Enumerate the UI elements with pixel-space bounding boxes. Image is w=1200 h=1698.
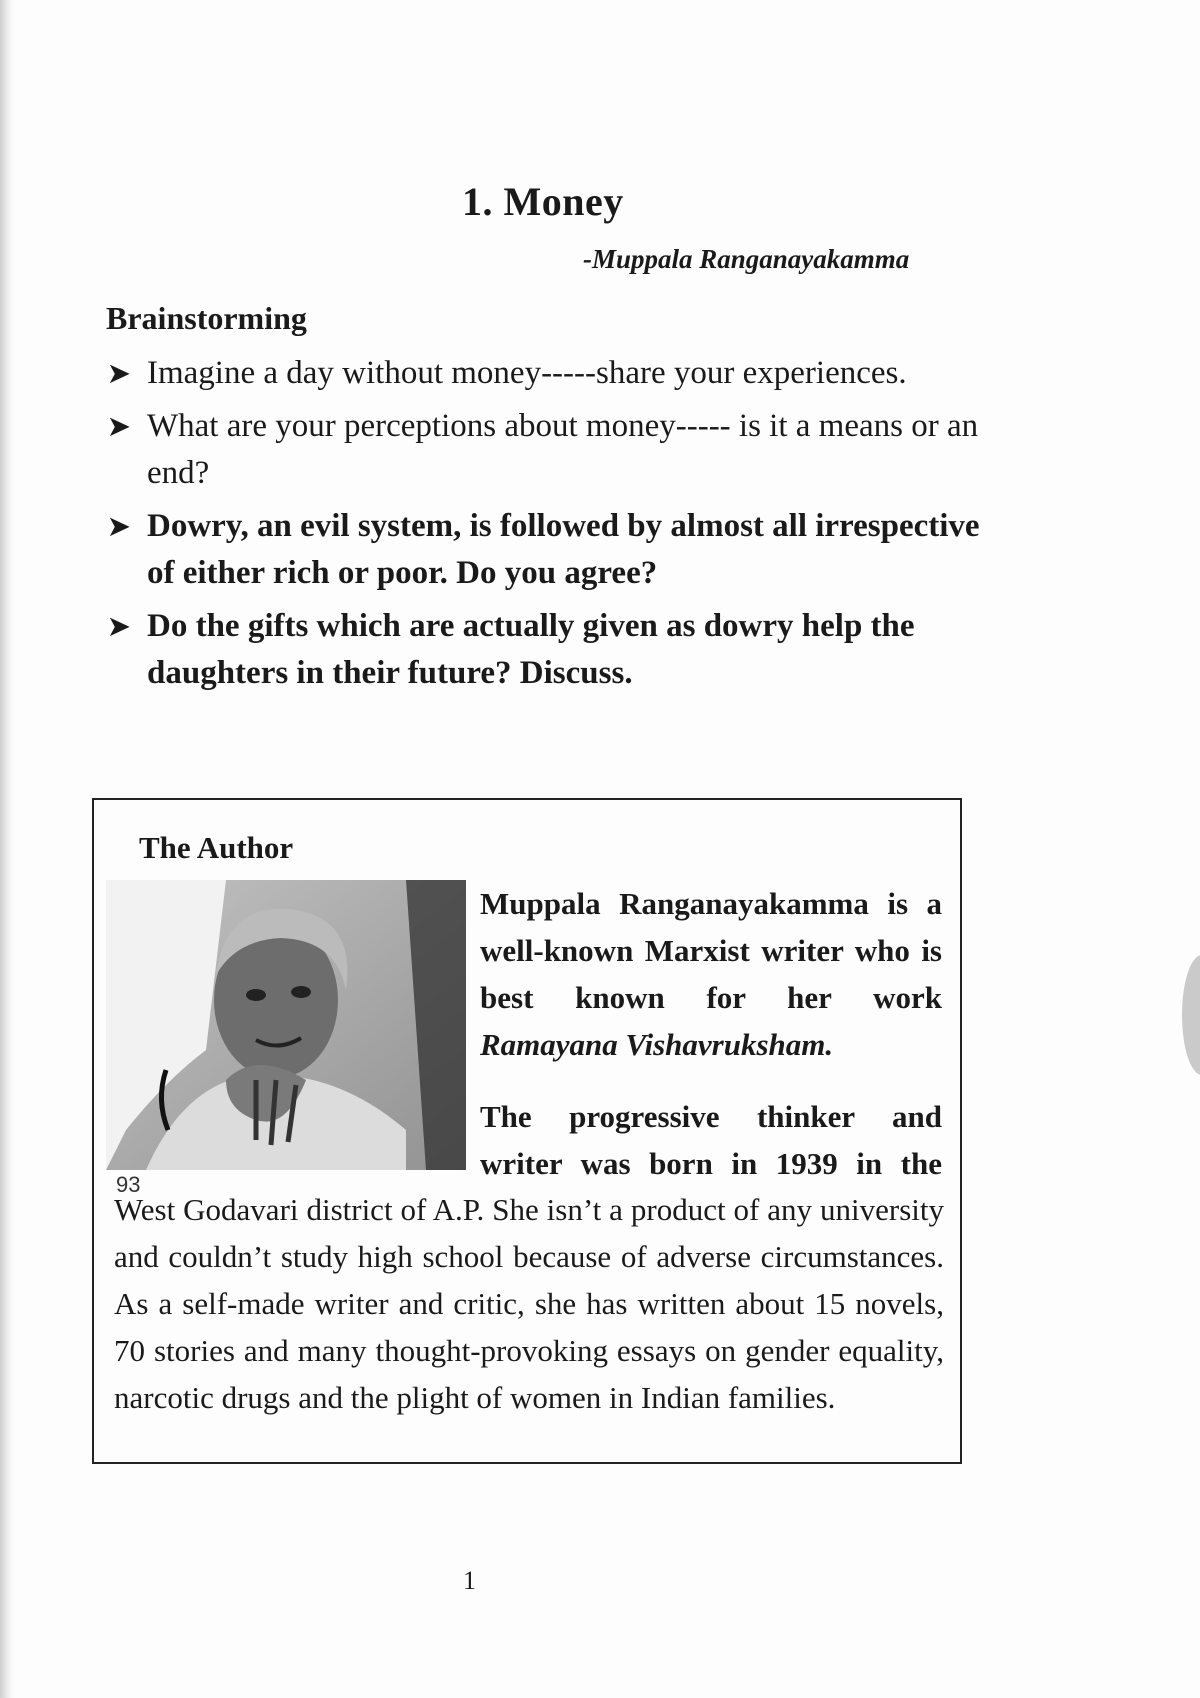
author-work-title: Ramayana Vishavruksham.	[480, 1027, 834, 1062]
list-item-text: What are your perceptions about money----- is it a means or an end?	[147, 408, 979, 491]
author-name: Muppala Ranganayakamma	[480, 886, 869, 921]
author-birth-paragraph-start: The progressive thinker and writer was born in 1939 in the	[480, 1099, 942, 1181]
list-item-text: Do the gifts which are actually given as dowry help the daughters in their future? Discuss.	[147, 608, 915, 691]
arrowhead-bullet-icon: ➤	[108, 512, 130, 541]
list-item	[106, 403, 986, 497]
page-stamp-number: 93	[116, 1172, 141, 1197]
list-item-text: Imagine a day without money-----share your experiences.	[147, 355, 907, 391]
author-biography-paragraph: West Godavari district of A.P. She isn’t a product of any university and couldn’t study high school because of adverse circumstances. As a self-made writer and critic, she has written about 15 novels, 70 stories and many thought-provoking essays on gender equality, narcotic drugs and the plight of women in Indian families.	[114, 1192, 944, 1415]
brainstorming-list	[106, 350, 986, 703]
page-edge-shadow	[0, 0, 14, 1698]
author-intro-text: is a well-known Marxist writer who is best known for her work	[480, 886, 942, 1015]
list-item	[106, 503, 986, 597]
author-box-heading: The Author	[139, 830, 294, 865]
author-intro-paragraph	[480, 880, 942, 1068]
author-portrait-photo	[106, 880, 536, 1170]
brainstorming-heading: Brainstorming	[106, 300, 307, 336]
scan-artifact	[1182, 955, 1200, 1075]
list-item-text: Dowry, an evil system, is followed by almost all irrespective of either rich or poor. Do you agree?	[147, 508, 980, 591]
list-item	[106, 350, 986, 397]
author-info-box	[92, 798, 962, 1464]
arrowhead-bullet-icon: ➤	[108, 412, 130, 441]
list-item	[106, 603, 986, 697]
author-credit: -Muppala Ranganayakamma	[583, 244, 910, 274]
arrowhead-bullet-icon: ➤	[108, 359, 130, 388]
page-number: 1	[463, 1566, 476, 1595]
chapter-title: 1. Money	[462, 179, 624, 224]
arrowhead-bullet-icon: ➤	[108, 612, 130, 641]
